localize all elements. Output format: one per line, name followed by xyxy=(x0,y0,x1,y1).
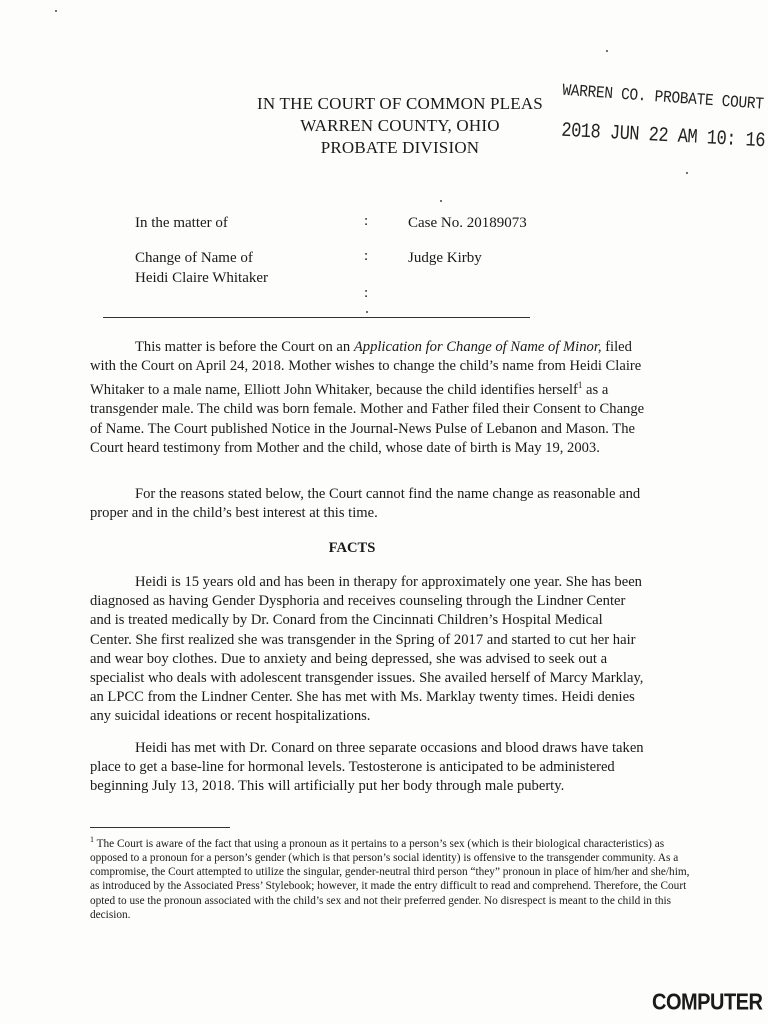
footnote xyxy=(90,833,690,922)
judge-name: Judge Kirby xyxy=(408,250,482,266)
paragraph-intro xyxy=(90,338,645,458)
caption-matter: In the matter of xyxy=(135,215,228,231)
filing-stamp-court: WARREN CO. PROBATE COURT xyxy=(561,82,765,115)
intro-text-c: as a transgender male. The child was born female. Mother and Father filed their Consent to Change of Name. The Court published Notice in the Journal-News Pulse of Lebanon and Mason. The Court heard testimony from Mother and the child, whose date of birth is May 19, 2003. xyxy=(90,382,645,456)
scan-speck xyxy=(440,200,442,202)
application-title: Application for Change of Name of Minor, xyxy=(353,339,602,355)
footnote-divider xyxy=(90,827,230,828)
caption-change-label: Change of Name of xyxy=(135,250,253,266)
footnote-ref: 1 xyxy=(577,380,583,391)
footnote-marker: 1 xyxy=(90,835,94,844)
caption-colon: : xyxy=(364,248,369,264)
scan-speck xyxy=(686,172,688,174)
caption-divider xyxy=(103,317,530,318)
division-name: PROBATE DIVISION xyxy=(320,138,480,157)
footnote-text: The Court is aware of the fact that using a pronoun as it pertains to a person’s sex (which is their biological characteristics) as opposed to a pronoun for a person’s gender (which is that person’s social identity) is offensive to the transgender community. As a compromise, the Court attempted to utilize the singular, gender-neutral third person “they” pronoun in place of him/her and she/him, as introduced by the Associated Press’ Stylebook; however, it made the entry difficult to read and comprehend. Therefore, the Court opted to use the pronoun associated with the child’s sex and not their preferred gender. No disrespect is meant to the child in this decision. xyxy=(90,837,690,921)
scan-speck xyxy=(366,311,368,313)
computer-watermark: COMPUTER xyxy=(652,990,763,1016)
county-name: WARREN COUNTY, OHIO xyxy=(300,116,500,135)
intro-text-a: This matter is before the Court on an xyxy=(135,339,354,355)
filing-stamp-date: 2018 JUN 22 AM 10: 16 xyxy=(560,120,766,154)
case-number: Case No. 20189073 xyxy=(408,215,527,231)
caption-party xyxy=(135,248,268,288)
paragraph-facts-2: Heidi has met with Dr. Conard on three separate occasions and blood draws have taken place to get a base-line for hormonal levels. Testosterone is anticipated to be administered beginning July 13, 2018. This will artificially put her body through male puberty. xyxy=(90,740,644,795)
court-header xyxy=(200,93,600,159)
paragraph-conclusion: For the reasons stated below, the Court cannot find the name change as reasonable and proper and in the child’s best interest at this time. xyxy=(90,486,641,522)
intro-text-b: filed with the Court on April 24, 2018. Mother wishes to change the child’s name from Heidi Claire Whitaker to a male name, Elliott John Whitaker, because the child identifies herself xyxy=(90,339,642,399)
paragraph-facts-1: Heidi is 15 years old and has been in therapy for approximately one year. She has been diagnosed as having Gender Dysphoria and receives counseling through the Lindner Center and is treated medically by Dr. Conard from the Cincinnati Children’s Hospital Medical Center. She first realized she was transgender in the Spring of 2017 and started to cut her hair and wear boy clothes. Due to anxiety and being depressed, she was advised to seek out a specialist who deals with adolescent transgender issues. She availed herself of Marcy Marklay, an LPCC from the Lindner Center. She has met with Ms. Marklay twenty times. Heidi denies any suicidal ideations or recent hospitalizations. xyxy=(90,574,644,725)
caption-colon: : xyxy=(364,285,369,301)
caption-colon: : xyxy=(364,213,369,229)
scan-speck xyxy=(55,10,57,12)
caption-name: Heidi Claire Whitaker xyxy=(135,270,269,286)
facts-heading: FACTS xyxy=(328,540,376,556)
scan-speck xyxy=(606,50,608,52)
court-name: IN THE COURT OF COMMON PLEAS xyxy=(257,94,543,113)
